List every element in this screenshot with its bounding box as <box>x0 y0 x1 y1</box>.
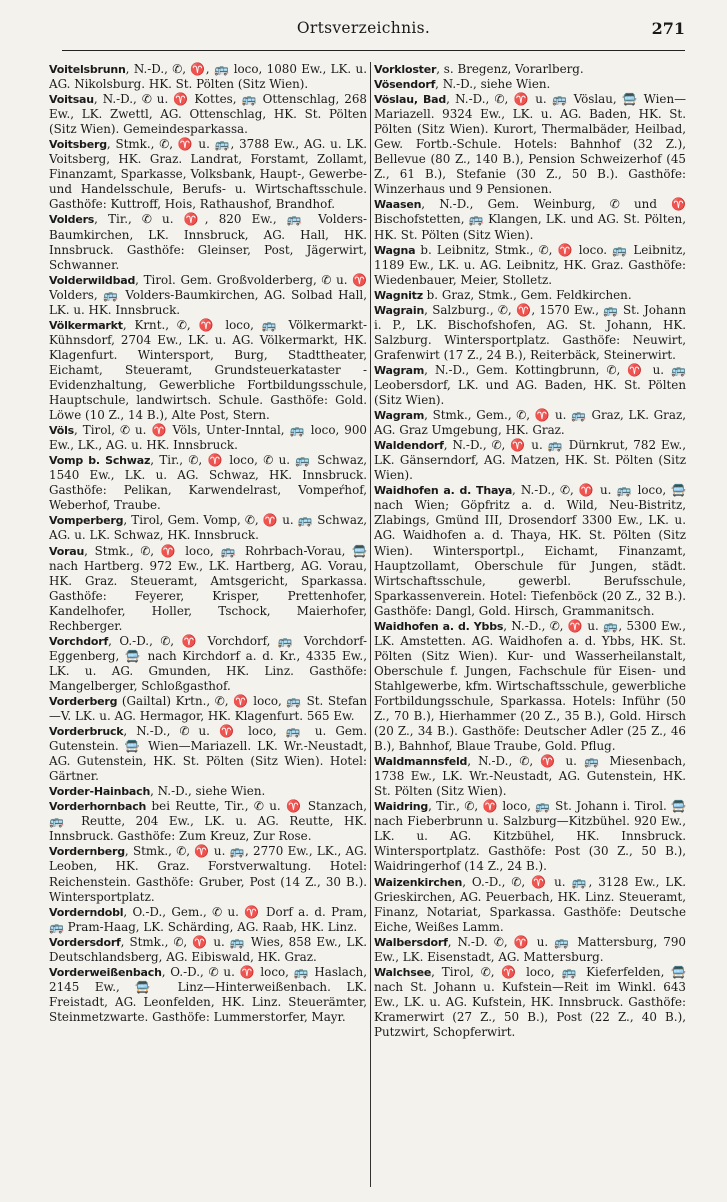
directory-entry <box>49 513 367 543</box>
entry-text: b. Leibnitz, Stmk., ✆, ♈ loco. 🚌 Leibnitz, 1189 Ew., LK. u. AG. Leibnitz, HK. Graz. Gasthöfe: Wiedenbauer, Meier, Stolletz. <box>374 242 686 287</box>
directory-entry <box>374 483 686 618</box>
directory-entry <box>374 92 686 197</box>
entry-text: , N.-D., ✆, ♈ u. 🚌 Miesenbach, 1738 Ew., LK. Wr.-Neustadt, AG. Gutenstein, HK. St. Pölten (Sitz Wien). <box>374 754 686 799</box>
entry-text: , N.-D., ✆ u. ♈ loco, 🚌 u. Gem. Gutenstein. 🚍 Wien—Mariazell. LK. Wr.-Neustadt, AG. Gutenstein, HK. St. Pölten (Sitz Wien). Hotel: Gärtner. <box>49 724 367 784</box>
directory-entry <box>49 799 367 844</box>
place-name: Vorderhornbach <box>49 800 147 814</box>
place-name: Voitsau <box>49 93 94 107</box>
place-name: Vordernberg <box>49 845 125 859</box>
entry-text: , Tirol, ✆ u. ♈ Völs, Unter-Inntal, 🚌 loco, 900 Ew., LK., AG. u. HK. Innsbruck. <box>49 423 367 453</box>
directory-entry <box>374 935 686 965</box>
directory-entry <box>49 318 367 423</box>
place-name: Vorchdorf <box>49 634 109 648</box>
directory-entry <box>49 212 367 272</box>
directory-entry <box>374 62 686 77</box>
entry-text: , O.-D., Gem., ✆ u. ♈ Dorf a. d. Pram, 🚌 Pram-Haag, LK. Schärding, AG. Raab, HK. Linz. <box>49 904 367 934</box>
entry-text: bei Reutte, Tir., ✆ u. ♈ Stanzach, 🚌 Reutte, 204 Ew., LK. u. AG. Reutte, HK. Innsbruck. Gasthöfe: Zum Kreuz, Zur Rose. <box>49 799 367 844</box>
column-divider <box>370 62 371 1187</box>
directory-entry <box>49 784 367 799</box>
place-name: Vorderbruck <box>49 725 124 739</box>
place-name: Völs <box>49 424 74 438</box>
place-name: Vomperberg <box>49 514 124 528</box>
entry-text: , Stmk., ✆, ♈ u. 🚌 Wies, 858 Ew., LK. Deutschlandsberg, AG. Eibiswald, HK. Graz. <box>49 934 367 964</box>
entry-text: , Stmk., ✆, ♈ loco, 🚌 Rohrbach-Vorau, 🚍 nach Hartberg. 972 Ew., LK. Hartberg, AG. Vorau, HK. Graz. Steueramt, Amtsgericht, Sparkassa. Gasthöfe: Feyerer, Krisper, Prettenhofer, Kandelhofer, Holler, Tschock, Maierhofer, Rechberger. <box>49 543 367 633</box>
directory-entry <box>49 453 367 513</box>
directory-entry <box>374 363 686 408</box>
entry-text: , Stmk., ✆, ♈ u. 🚌, 2770 Ew., LK., AG. Leoben, HK. Graz. Forstverwaltung. Hotel: Reichenstein. Gasthöfe: Gruber, Post (14 Z., 30 B.). Wintersportplatz. <box>49 844 367 904</box>
directory-entry <box>49 273 367 318</box>
directory-entry <box>49 844 367 904</box>
place-name: Vorderndobl <box>49 905 124 919</box>
directory-entry <box>49 634 367 694</box>
place-name: Wagrain <box>374 303 425 317</box>
place-name: Wagna <box>374 243 416 257</box>
entry-text: , s. Bregenz, Vorarlberg. <box>436 62 584 76</box>
entry-text: , Salzburg., ✆, ♈, 1570 Ew., 🚌 St. Johann i. P., LK. Bischofshofen, AG. St. Johann, HK. Salzburg. Wintersportplatz. Gasthöfe: Neuwirt, Grafenwirt (17 Z., 24 B.), Reiterbäck, Steinerwirt. <box>374 302 686 362</box>
directory-entry <box>374 875 686 935</box>
entry-text: , Krnt., ✆, ♈ loco, 🚌 Völkermarkt-Kühnsdorf, 2704 Ew., LK. u. AG. Völkermarkt, HK. Klagenfurt. Wintersport, Burg, Stadttheater, Eichamt, Steueramt, Grundsteuerkataster - Evidenzhaltung, Gewerbliche Fortbildungsschule, Hauptschule, landwirtsch. Schule. Gasthöfe: Gold. Löwe (10 Z., 14 B.), Alte Post, Stern. <box>49 317 367 423</box>
page-header <box>0 14 727 44</box>
directory-entry <box>374 438 686 483</box>
place-name: Walbersdorf <box>374 935 448 949</box>
place-name: Waldmannsfeld <box>374 755 468 769</box>
directory-entry <box>374 754 686 799</box>
place-name: Waidhofen a. d. Ybbs <box>374 619 504 633</box>
right-column <box>374 62 686 1197</box>
directory-entry <box>49 935 367 965</box>
place-name: Vösendorf <box>374 78 436 92</box>
place-name: Vomp b. Schwaz <box>49 454 151 468</box>
place-name: Vorder-Hainbach <box>49 785 151 799</box>
place-name: Waldendorf <box>374 439 444 453</box>
place-name: Waidhofen a. d. Thaya <box>374 484 513 498</box>
entry-text: , O.-D., ✆, ♈ Vorchdorf, 🚌 Vorchdorf-Eggenberg, 🚍 nach Kirchdorf a. d. Kr., 4335 Ew., LK. u. AG. Gmunden, HK. Linz. Gasthöfe: Mangelberger, Schloßgasthof. <box>49 633 367 693</box>
entry-text: , N.-D., Gem. Weinburg, ✆ und ♈ Bischofstetten, 🚌 Klangen, LK. und AG. St. Pölten, HK. St. Pölten (Sitz Wien). <box>374 197 686 242</box>
directory-entry <box>374 619 686 754</box>
entry-text: , Tir., ✆, ♈ loco, 🚌 St. Johann i. Tirol. 🚍 nach Fieberbrunn u. Salzburg—Kitzbühel. 920 Ew., LK. u. AG. Kitzbühel, HK. Innsbruck. Wintersportplatz. Gasthöfe: Post (30 Z., 50 B.), Waidringerhof (14 Z., 24 B.). <box>374 799 686 874</box>
entry-text: (Gailtal) Krtn., ✆, ♈ loco, 🚌 St. Stefan—V. LK. u. AG. Hermagor, HK. Klagenfurt. 565 Ew. <box>49 693 367 724</box>
directory-entry <box>374 288 686 303</box>
place-name: Volderwildbad <box>49 273 136 287</box>
entry-text: b. Graz, Stmk., Gem. Feldkirchen. <box>422 287 632 302</box>
directory-entry <box>374 408 686 438</box>
entry-text: , N.-D., Gem. Kottingbrunn, ✆, ♈ u. 🚌 Leobersdorf, LK. und AG. Baden, HK. St. Pölten (Sitz Wien). <box>374 362 686 408</box>
place-name: Wagram <box>374 409 425 423</box>
place-name: Walchsee <box>374 965 432 979</box>
directory-entry <box>374 243 686 288</box>
entry-text: , Tir., ✆ u. ♈, 820 Ew., 🚌 Volders-Baumkirchen, LK. Innsbruck, AG. Hall, HK. Innsbruck. Gasthöfe: Gleinser, Post, Jägerwirt, Schwanner. <box>49 212 367 272</box>
entry-text: , Stmk., Gem., ✆, ♈ u. 🚌 Graz, LK. Graz, AG. Graz Umgebung, HK. Graz. <box>374 408 686 438</box>
entry-text: , N.-D., siehe Wien. <box>435 77 551 92</box>
entry-text: , N.-D., ✆, ♈ u. 🚌 loco, 🚍 nach Wien; Göpfritz a. d. Wild, Neu-Bistritz, Zlabings, Gmünd III, Drosendorf 3300 Ew., LK. u. AG. Waidhofen a. d. Thaya, HK. St. Pölten (Sitz Wien). Wintersportpl., Eichamt, Finanzamt, Hauptzollamt, Oberschule für Jungen, städt. Wirtschaftsschule, gewerbl. Berufsschule, Sparkassenverein. Hotel: Tiefenböck (20 Z., 32 B.). Gasthöfe: Dangl, Gold. Hirsch, Grammanitsch. <box>374 483 686 618</box>
directory-entry <box>374 965 686 1040</box>
directory-entry <box>49 92 367 137</box>
entry-text: , N.-D., ✆, ♈ u. 🚌, 5300 Ew., LK. Amstetten. AG. Waidhofen a. d. Ybbs, HK. St. Pölten (Sitz Wien). Kur- und Wasserheilanstalt, Oberschule f. Jungen, Fachschule für Eisen- und Stahlgewerbe, kfm. Wirtschaftsschule, gewerbliche Fortbildungsschule, Sparkassa. Hotels: Inführ (50 Z., 70 B.), Hierhammer (20 Z., 35 B.), Gold. Hirsch (20 Z., 34 B.). Gasthöfe: Deutscher Adler (25 Z., 46 B.), Bahnhof, Blaue Traube, Gold. Pflug. <box>374 618 686 754</box>
place-name: Waidring <box>374 800 429 814</box>
place-name: Vorderberg <box>49 694 118 708</box>
place-name: Wagnitz <box>374 288 423 302</box>
entry-text: , N.-D., ✆, ♈, 🚌 loco, 1080 Ew., LK. u. AG. Nikolsburg. HK. St. Pölten (Sitz Wien). <box>49 62 367 92</box>
place-name: Waasen <box>374 198 422 212</box>
place-name: Völkermarkt <box>49 318 123 332</box>
entry-text: , N.-D., ✆, ♈ u. 🚌 Vöslau, 🚍 Wien—Mariazell. 9324 Ew., LK. u. AG. Baden, HK. St. Pölten (Sitz Wien). Kurort, Thermalbäder, Heilbad, Gew. Fortb.-Schule. Hotels: Bahnhof (32 Z.), Bellevue (80 Z., 140 B.), Pension Schweizerhof (45 Z., 61 B.), Stefanie (30 Z., 50 B.). Gasthöfe: Winzerhaus und 9 Pensionen. <box>374 92 686 197</box>
entry-text: , O.-D., ✆, ♈ u. 🚌, 3128 Ew., LK. Grieskirchen, AG. Peuerbach, HK. Linz. Steueramt, Finanz, Notariat, Sparkassa. Gasthöfe: Deutsche Eiche, Weißes Lamm. <box>374 874 686 934</box>
place-name: Vöslau, Bad <box>374 93 447 107</box>
left-column <box>49 62 367 1197</box>
place-name: Vorau <box>49 544 85 558</box>
directory-entry <box>49 544 367 634</box>
entry-text: , Stmk., ✆, ♈ u. 🚌, 3788 Ew., AG. u. LK. Voitsberg, HK. Graz. Landrat, Forstamt, Zollamt, Finanzamt, Sparkasse, Volksbank, Haupt-, Gewerbe- und Handelsschule, Berufs- u. Wirtschaftsschule. Gasthöfe: Kuttroff, Hois, Rathaushof, Brandhof. <box>49 137 367 212</box>
directory-entry <box>49 423 367 453</box>
directory-entry <box>374 303 686 363</box>
directory-entry <box>49 905 367 935</box>
place-name: Vorderweißenbach <box>49 965 162 979</box>
directory-entry <box>49 965 367 1025</box>
page-title: Ortsverzeichnis. <box>296 19 431 37</box>
entry-text: , Tir., ✆, ♈ loco, ✆ u. 🚌 Schwaz, 1540 Ew., LK. u. AG. Schwaz, HK. Innsbruck. Gasthöfe: Pelikan, Karwendelrast, Vompeŕhof, Weberhof, Traube. <box>49 453 367 513</box>
directory-entry <box>49 137 367 212</box>
directory-entry <box>49 62 367 92</box>
directory-entry <box>49 694 367 724</box>
place-name: Voitelsbrunn <box>49 63 126 76</box>
entry-text: , Tirol, ✆, ♈ loco, 🚌 Kieferfelden, 🚍 nach St. Johann u. Kufstein—Reit im Winkl. 643 Ew., LK. u. AG. Kufstein, HK. Innsbruck. Gasthöfe: Kramerwirt (27 Z., 50 B.), Post (22 Z., 40 B.), Putzwirt, Schopferwirt. <box>374 964 686 1039</box>
entry-text: , N.-D., ✆, ♈ u. 🚌 Dürnkrut, 782 Ew., LK. Gänserndorf, AG. Matzen, HK. St. Pölten (Sitz Wien). <box>374 438 686 483</box>
entry-text: , N.-D., siehe Wien. <box>150 784 266 799</box>
place-name: Vordersdorf <box>49 935 121 949</box>
place-name: Wagram <box>374 363 425 377</box>
entry-text: , O.-D., ✆ u. ♈ loco, 🚌 Haslach, 2145 Ew., 🚍 Linz—Hinterweißenbach. LK. Freistadt, AG. Leonfelden, HK. Linz. Steuerämter, Steinmetzwarte. Gasthöfe: Lummerstorfer, Mayr. <box>49 964 367 1024</box>
directory-entry <box>374 197 686 242</box>
directory-entry <box>374 799 686 874</box>
entry-text: , Tirol. Gem. Großvolderberg, ✆ u. ♈ Volders, 🚌 Volders-Baumkirchen, AG. Solbad Hall, LK. u. HK. Innsbruck. <box>49 272 367 317</box>
place-name: Voitsberg <box>49 138 107 152</box>
place-name: Volders <box>49 213 95 227</box>
directory-entry <box>49 724 367 784</box>
place-name: Vorkloster <box>374 63 437 76</box>
entry-text: , N.-D. ✆, ♈ u. 🚌 Mattersburg, 790 Ew., LK. Eisenstadt, AG. Mattersburg. <box>374 934 686 964</box>
directory-entry <box>374 77 686 92</box>
entry-text: , N.-D., ✆ u. ♈ Kottes, 🚌 Ottenschlag, 268 Ew., LK. Zwettl, AG. Ottenschlag, HK. St. Pölten (Sitz Wien). Gemeindesparkassa. <box>49 92 367 137</box>
header-rule <box>62 50 685 51</box>
page-number: 271 <box>651 19 685 38</box>
place-name: Waizenkirchen <box>374 875 463 889</box>
entry-text: , Tirol, Gem. Vomp, ✆, ♈ u. 🚌 Schwaz, AG. u. LK. Schwaz, HK. Innsbruck. <box>49 513 367 543</box>
